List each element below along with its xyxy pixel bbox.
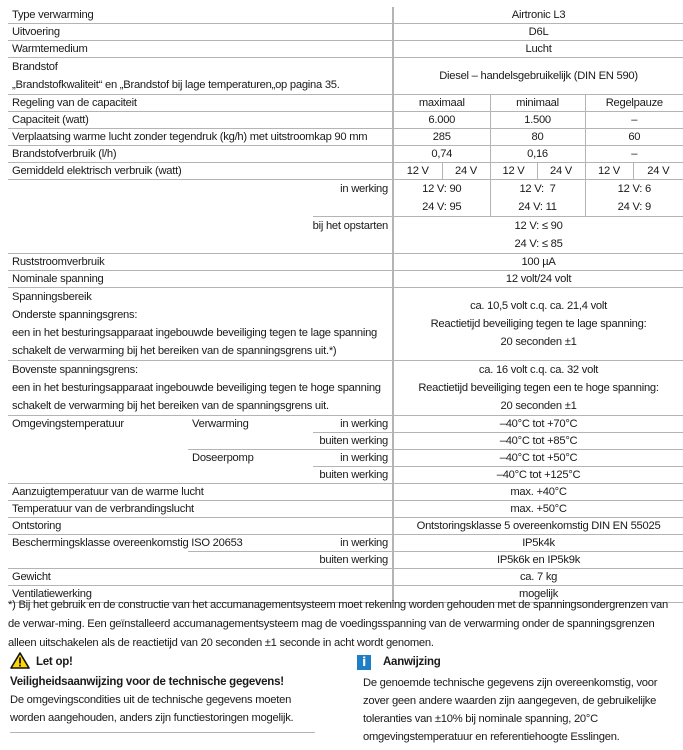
voltage-header: 12 V	[393, 163, 442, 180]
column-minimaal: minimaal	[490, 95, 585, 112]
row-warmtemedium	[8, 41, 683, 58]
warning-body: De omgevingscondities uit de technische gegevens moeten worden aangehouden, anders zijn functiestoringen mogelijk.	[10, 694, 294, 724]
warning-title: Let op!	[36, 656, 73, 668]
empty-cell	[8, 552, 188, 569]
row-bovenste-spanningsgrens	[8, 361, 683, 416]
value-pauze: –	[585, 112, 683, 129]
voltage-limit: ca. 16 volt c.q. ca. 32 volt	[478, 364, 599, 376]
warning-notice	[10, 652, 320, 733]
voltage-header: 12 V	[585, 163, 633, 180]
info-body: De genoemde technische gegevens zijn overeenkomstig, voor zover geen andere waarden zijn aangegeven, de gebruikelijke toleranties van ±10% bij nominale spanning, 20°C omgevingstemperatuur en referentiehoogte Esslingen.	[363, 677, 658, 743]
value: –40°C tot +70°C	[393, 416, 683, 433]
row-brandstof	[8, 58, 683, 95]
label: Verplaatsing warme lucht zonder tegendruk (kg/h) met uitstroomkap 90 mm	[8, 129, 393, 146]
state: in werking	[313, 416, 393, 433]
label-cell	[8, 288, 393, 361]
value: mogelijk	[393, 586, 683, 603]
state: buiten werking	[313, 467, 393, 484]
value: –40°C tot +85°C	[393, 433, 683, 450]
value-12v: 12 V: ≤ 90	[514, 220, 563, 232]
row-elektrisch-opstarten	[8, 217, 683, 254]
in-werking-label: in werking	[340, 183, 389, 195]
value-pauze	[585, 180, 683, 217]
label: Temperatuur van de verbrandingslucht	[8, 501, 393, 518]
value: Airtronic L3	[511, 9, 566, 21]
value-12v: 12 V: 7	[519, 183, 556, 195]
label: Type verwarming	[8, 7, 393, 24]
value: IP5k4k	[393, 535, 683, 552]
voltage-header: 24 V	[537, 163, 585, 180]
reaction-label: Reactietijd beveiliging tegen te lage spanning:	[430, 318, 647, 330]
column-maximaal: maximaal	[393, 95, 490, 112]
row-ontstoring	[8, 518, 683, 535]
empty-cell	[8, 467, 188, 484]
voltage-header: 24 V	[442, 163, 490, 180]
sublabel: Doseerpomp	[188, 450, 313, 467]
label: Nominale spanning	[8, 271, 393, 288]
value-12v: 12 V: 90	[422, 183, 462, 195]
value-min: 1.500	[490, 112, 585, 129]
empty-cell	[188, 467, 313, 484]
info-title: Aanwijzing	[383, 656, 441, 668]
row-nominale-spanning	[8, 271, 683, 288]
reference-note: „Brandstofkwaliteit“ en „Brandstof bij lage temperaturen„op pagina 35.	[12, 79, 340, 91]
value-12v: 12 V: 6	[617, 183, 651, 195]
value-max	[393, 180, 490, 217]
value-24v: 24 V: 9	[617, 201, 651, 213]
value-pauze: –	[585, 146, 683, 163]
value: D6L	[393, 24, 683, 41]
opstarten-label: bij het opstarten	[312, 220, 389, 232]
value-max: 6.000	[393, 112, 490, 129]
value: Lucht	[393, 41, 683, 58]
empty-cell	[8, 217, 313, 254]
sublabel: Verwarming	[188, 416, 313, 433]
row-elektrisch-verbruik	[8, 163, 683, 180]
value	[393, 288, 683, 361]
onderste-label: Onderste spanningsgrens:	[12, 309, 138, 321]
bovenste-label: Bovenste spanningsgrens:	[12, 364, 138, 376]
state: in werking	[313, 535, 393, 552]
onderste-text: een in het besturingsapparaat ingebouwde beveiliging tegen te lage spanning	[12, 327, 378, 339]
row-beschermingsklasse-uit	[8, 552, 683, 569]
warning-triangle-icon	[10, 652, 30, 672]
label: Ontstoring	[8, 518, 393, 535]
row-type-verwarming	[8, 7, 683, 24]
bovenste-text: schakelt de verwarming bij het bereiken van de spanningsgrens uit.	[12, 400, 329, 412]
label: Aanzuigtemperatuur van de warme lucht	[8, 484, 393, 501]
row-omgevingstemp-verwarming-in	[8, 416, 683, 433]
empty-cell	[188, 433, 313, 450]
row-beschermingsklasse-in	[8, 535, 683, 552]
reaction-label: Reactietijd beveiliging tegen een te hoge spanning:	[418, 382, 659, 394]
value: Diesel – handelsgebruikelijk (DIN EN 590)	[393, 58, 683, 95]
value-opstarten	[393, 217, 683, 254]
row-omgevingstemp-verwarming-uit	[8, 433, 683, 450]
value	[393, 361, 683, 416]
divider	[10, 732, 315, 733]
column-regelpauze: Regelpauze	[585, 95, 683, 112]
sublabel	[313, 217, 393, 254]
value-max: 285	[393, 129, 490, 146]
value-pauze: 60	[585, 129, 683, 146]
specification-table	[8, 7, 683, 603]
label: Omgevingstemperatuur	[8, 416, 188, 433]
label: Brandstof	[12, 61, 58, 73]
row-onderste-spanningsgrens	[8, 288, 683, 361]
label: Gewicht	[8, 569, 393, 586]
label: Brandstofverbruik (l/h)	[8, 146, 393, 163]
value: –40°C tot +125°C	[393, 467, 683, 484]
label: Capaciteit (watt)	[8, 112, 393, 129]
reaction-time: 20 seconden ±1	[500, 336, 577, 348]
value: ca. 7 kg	[393, 569, 683, 586]
row-regeling	[8, 95, 683, 112]
reaction-time: 20 seconden ±1	[500, 400, 577, 412]
label: Uitvoering	[8, 24, 393, 41]
onderste-text: schakelt de verwarming bij het bereiken van de spanningsgrens uit.*)	[12, 345, 337, 357]
value: 100 µA	[393, 254, 683, 271]
label-cell	[8, 58, 393, 95]
label-cell	[8, 361, 393, 416]
value-min: 0,16	[490, 146, 585, 163]
value-min: 80	[490, 129, 585, 146]
row-omgevingstemp-doseerpomp-uit	[8, 467, 683, 484]
empty-cell	[8, 450, 188, 467]
value: Ontstoringsklasse 5 overeenkomstig DIN EN 55025	[393, 518, 683, 535]
value: max. +40°C	[393, 484, 683, 501]
row-ruststroom	[8, 254, 683, 271]
value-24v: 24 V: ≤ 85	[514, 238, 563, 250]
info-icon: i	[357, 655, 371, 670]
value: max. +50°C	[393, 501, 683, 518]
voltage-limit: ca. 10,5 volt c.q. ca. 21,4 volt	[470, 300, 607, 312]
value-max: 0,74	[393, 146, 490, 163]
label: Gemiddeld elektrisch verbruik (watt)	[8, 163, 393, 180]
bovenste-text: een in het besturingsapparaat ingebouwde beveiliging tegen te hoge spanning	[12, 382, 381, 394]
voltage-header: 12 V	[490, 163, 537, 180]
row-gewicht	[8, 569, 683, 586]
row-elektrisch-in-werking	[8, 180, 683, 217]
value-min	[490, 180, 585, 217]
value: 12 volt/24 volt	[393, 271, 683, 288]
spanningsbereik-label: Spanningsbereik	[12, 291, 92, 303]
label: Warmtemedium	[8, 41, 393, 58]
row-capaciteit	[8, 112, 683, 129]
sublabel	[8, 180, 393, 217]
label: Ventilatiewerking	[8, 586, 393, 603]
row-verplaatsing	[8, 129, 683, 146]
value: –40°C tot +50°C	[393, 450, 683, 467]
value-24v: 24 V: 11	[518, 201, 557, 213]
state: in werking	[313, 450, 393, 467]
row-aanzuigtemperatuur	[8, 484, 683, 501]
row-uitvoering	[8, 24, 683, 41]
voltage-header: 24 V	[633, 163, 683, 180]
row-brandstofverbruik	[8, 146, 683, 163]
row-omgevingstemp-doseerpomp-in	[8, 450, 683, 467]
footnote: *) Bij het gebruik en de constructie van het accumanagementsysteem moet rekening worden gehouden met de spanningsondergrenzen van de verwar-ming. Een geïnstalleerd accumanagementsysteem mag de voedingsspanning van de verwarming onder de spanningsgrenzen alleen uitschakelen als de reactietijd van 20 seconden ±1 seconde in acht wordt genomen.	[8, 599, 668, 649]
info-notice	[357, 652, 677, 746]
state: buiten werking	[313, 433, 393, 450]
row-verbrandingslucht	[8, 501, 683, 518]
label: Ruststroomverbruik	[8, 254, 393, 271]
value-24v: 24 V: 95	[422, 201, 462, 213]
empty-cell	[8, 433, 188, 450]
state: buiten werking	[188, 552, 393, 569]
label: Regeling van de capaciteit	[8, 95, 393, 112]
warning-subtitle: Veiligheidsaanwijzing voor de technische gegevens!	[10, 676, 284, 688]
value: IP5k6k en IP5k9k	[393, 552, 683, 569]
label: Beschermingsklasse overeenkomstig ISO 20653	[8, 535, 313, 552]
